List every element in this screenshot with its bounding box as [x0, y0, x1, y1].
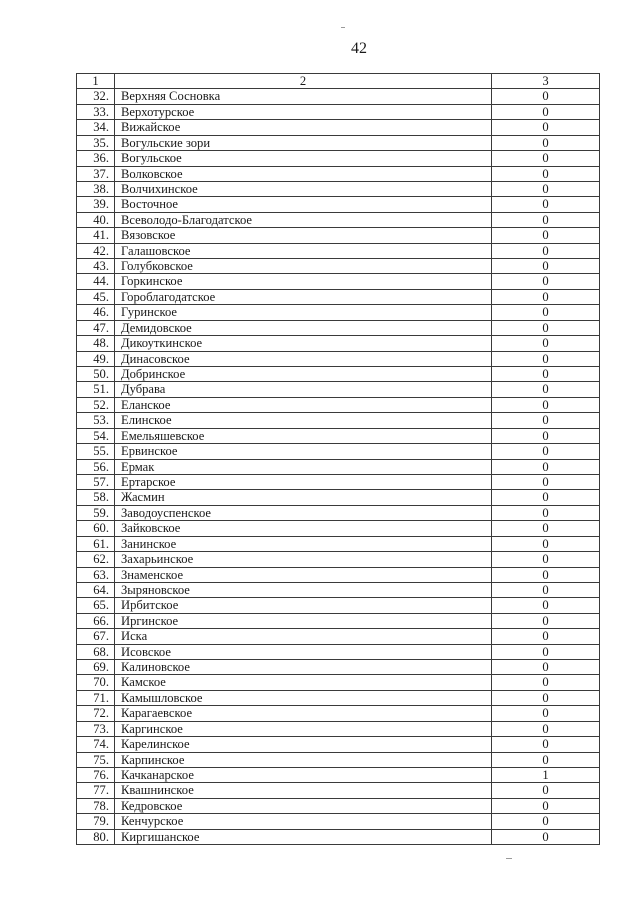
row-number: 63.: [77, 567, 115, 582]
row-number: 33.: [77, 104, 115, 119]
table-row: [77, 259, 600, 274]
row-value: 0: [492, 459, 600, 474]
scan-mark: [506, 858, 512, 859]
table-row: [77, 289, 600, 304]
table-row: [77, 474, 600, 489]
row-number: 73.: [77, 721, 115, 736]
table-row: [77, 798, 600, 813]
row-number: 56.: [77, 459, 115, 474]
table-row: [77, 351, 600, 366]
table-row: [77, 336, 600, 351]
table-row: [77, 598, 600, 613]
row-value: 0: [492, 274, 600, 289]
row-value: 0: [492, 212, 600, 227]
table-row: [77, 320, 600, 335]
table-row: [77, 382, 600, 397]
row-number: 32.: [77, 89, 115, 104]
row-number: 52.: [77, 397, 115, 412]
row-number: 41.: [77, 228, 115, 243]
row-value: 0: [492, 243, 600, 258]
table-row: [77, 243, 600, 258]
row-number: 69.: [77, 660, 115, 675]
row-name: Восточное: [115, 197, 492, 212]
row-value: 0: [492, 552, 600, 567]
table-row: [77, 582, 600, 597]
row-number: 74.: [77, 737, 115, 752]
row-value: 0: [492, 474, 600, 489]
row-value: 0: [492, 598, 600, 613]
table-row: [77, 104, 600, 119]
row-name: Камское: [115, 675, 492, 690]
row-number: 62.: [77, 552, 115, 567]
row-name: Кедровское: [115, 798, 492, 813]
row-name: Каргинское: [115, 721, 492, 736]
row-number: 70.: [77, 675, 115, 690]
row-number: 47.: [77, 320, 115, 335]
row-name: Верхняя Сосновка: [115, 89, 492, 104]
table-row: [77, 181, 600, 196]
row-name: Занинское: [115, 536, 492, 551]
row-value: 1: [492, 767, 600, 782]
row-number: 36.: [77, 151, 115, 166]
row-name: Волковское: [115, 166, 492, 181]
table-row: [77, 413, 600, 428]
table-row: [77, 166, 600, 181]
row-number: 64.: [77, 582, 115, 597]
table-row: [77, 151, 600, 166]
row-value: 0: [492, 259, 600, 274]
row-value: 0: [492, 582, 600, 597]
row-value: 0: [492, 829, 600, 844]
table-row: [77, 629, 600, 644]
table-row: [77, 120, 600, 135]
table-row: [77, 135, 600, 150]
row-name: Калиновское: [115, 660, 492, 675]
row-value: 0: [492, 490, 600, 505]
row-value: 0: [492, 336, 600, 351]
table-row: [77, 660, 600, 675]
table-row: [77, 212, 600, 227]
row-value: 0: [492, 521, 600, 536]
row-value: 0: [492, 505, 600, 520]
row-number: 66.: [77, 613, 115, 628]
row-value: 0: [492, 228, 600, 243]
row-name: Волчихинское: [115, 181, 492, 196]
table-row: [77, 521, 600, 536]
row-value: 0: [492, 151, 600, 166]
table-row: [77, 829, 600, 844]
row-value: 0: [492, 367, 600, 382]
table-row: [77, 274, 600, 289]
table-row: [77, 536, 600, 551]
row-number: 46.: [77, 305, 115, 320]
page-number: 42: [351, 40, 367, 57]
table-row: [77, 197, 600, 212]
row-number: 54.: [77, 428, 115, 443]
table-row: [77, 752, 600, 767]
table-row: [77, 89, 600, 104]
row-value: 0: [492, 382, 600, 397]
row-number: 40.: [77, 212, 115, 227]
row-value: 0: [492, 706, 600, 721]
row-value: 0: [492, 675, 600, 690]
row-number: 50.: [77, 367, 115, 382]
row-number: 80.: [77, 829, 115, 844]
row-value: 0: [492, 783, 600, 798]
row-name: Киргишанское: [115, 829, 492, 844]
table-header-row: [77, 74, 600, 89]
row-number: 71.: [77, 690, 115, 705]
header-cell-1: 1: [77, 74, 115, 89]
row-name: Знаменское: [115, 567, 492, 582]
row-name: Вогульские зори: [115, 135, 492, 150]
row-number: 72.: [77, 706, 115, 721]
table-row: [77, 737, 600, 752]
row-name: Заводоуспенское: [115, 505, 492, 520]
row-value: 0: [492, 413, 600, 428]
header-cell-2: 2: [115, 74, 492, 89]
row-value: 0: [492, 629, 600, 644]
table-row: [77, 767, 600, 782]
row-number: 53.: [77, 413, 115, 428]
row-number: 37.: [77, 166, 115, 181]
row-name: Карпинское: [115, 752, 492, 767]
table-row: [77, 675, 600, 690]
table-body: [77, 74, 600, 845]
row-name: Динасовское: [115, 351, 492, 366]
row-name: Верхотурское: [115, 104, 492, 119]
row-value: 0: [492, 351, 600, 366]
row-value: 0: [492, 135, 600, 150]
row-name: Вижайское: [115, 120, 492, 135]
row-value: 0: [492, 305, 600, 320]
row-number: 38.: [77, 181, 115, 196]
row-name: Исовское: [115, 644, 492, 659]
row-name: Горкинское: [115, 274, 492, 289]
row-value: 0: [492, 660, 600, 675]
row-number: 61.: [77, 536, 115, 551]
row-name: Карагаевское: [115, 706, 492, 721]
row-name: Всеволодо-Благодатское: [115, 212, 492, 227]
row-number: 60.: [77, 521, 115, 536]
row-name: Дикоуткинское: [115, 336, 492, 351]
row-number: 42.: [77, 243, 115, 258]
row-number: 58.: [77, 490, 115, 505]
row-number: 55.: [77, 444, 115, 459]
row-number: 49.: [77, 351, 115, 366]
row-name: Голубковское: [115, 259, 492, 274]
table-row: [77, 783, 600, 798]
row-name: Жасмин: [115, 490, 492, 505]
row-name: Иргинское: [115, 613, 492, 628]
row-name: Качканарское: [115, 767, 492, 782]
row-value: 0: [492, 89, 600, 104]
table-row: [77, 706, 600, 721]
row-name: Ертарское: [115, 474, 492, 489]
row-value: 0: [492, 567, 600, 582]
row-name: Добринское: [115, 367, 492, 382]
row-name: Кенчурское: [115, 814, 492, 829]
table-row: [77, 490, 600, 505]
table-row: [77, 444, 600, 459]
row-number: 78.: [77, 798, 115, 813]
row-value: 0: [492, 104, 600, 119]
row-value: 0: [492, 814, 600, 829]
table-row: [77, 459, 600, 474]
row-name: Гуринское: [115, 305, 492, 320]
row-name: Гороблагодатское: [115, 289, 492, 304]
row-name: Елинское: [115, 413, 492, 428]
table-row: [77, 552, 600, 567]
table-row: [77, 721, 600, 736]
row-name: Вязовское: [115, 228, 492, 243]
row-name: Квашнинское: [115, 783, 492, 798]
row-number: 77.: [77, 783, 115, 798]
table-row: [77, 367, 600, 382]
row-number: 44.: [77, 274, 115, 289]
row-value: 0: [492, 181, 600, 196]
row-number: 67.: [77, 629, 115, 644]
row-value: 0: [492, 721, 600, 736]
table-row: [77, 397, 600, 412]
table-row: [77, 814, 600, 829]
table-row: [77, 228, 600, 243]
header-cell-3: 3: [492, 74, 600, 89]
row-number: 34.: [77, 120, 115, 135]
row-name: Зыряновское: [115, 582, 492, 597]
row-value: 0: [492, 690, 600, 705]
row-number: 59.: [77, 505, 115, 520]
table-row: [77, 567, 600, 582]
row-number: 45.: [77, 289, 115, 304]
data-table: [76, 73, 600, 845]
table-row: [77, 305, 600, 320]
row-value: 0: [492, 197, 600, 212]
row-number: 51.: [77, 382, 115, 397]
row-name: Галашовское: [115, 243, 492, 258]
scan-mark: [341, 27, 345, 28]
row-name: Дубрава: [115, 382, 492, 397]
row-value: 0: [492, 644, 600, 659]
row-value: 0: [492, 536, 600, 551]
row-number: 48.: [77, 336, 115, 351]
row-value: 0: [492, 166, 600, 181]
row-number: 75.: [77, 752, 115, 767]
row-number: 76.: [77, 767, 115, 782]
row-value: 0: [492, 613, 600, 628]
row-value: 0: [492, 444, 600, 459]
row-name: Зайковское: [115, 521, 492, 536]
table-row: [77, 428, 600, 443]
row-number: 39.: [77, 197, 115, 212]
row-value: 0: [492, 737, 600, 752]
row-number: 68.: [77, 644, 115, 659]
table-row: [77, 644, 600, 659]
row-number: 79.: [77, 814, 115, 829]
row-name: Захарьинское: [115, 552, 492, 567]
row-name: Еланское: [115, 397, 492, 412]
row-name: Вогульское: [115, 151, 492, 166]
row-value: 0: [492, 752, 600, 767]
table-row: [77, 505, 600, 520]
row-value: 0: [492, 320, 600, 335]
table-row: [77, 690, 600, 705]
table-row: [77, 613, 600, 628]
row-name: Карелинское: [115, 737, 492, 752]
row-value: 0: [492, 397, 600, 412]
row-name: Емельяшевское: [115, 428, 492, 443]
row-number: 57.: [77, 474, 115, 489]
row-name: Камышловское: [115, 690, 492, 705]
row-name: Ервинское: [115, 444, 492, 459]
row-value: 0: [492, 798, 600, 813]
row-value: 0: [492, 428, 600, 443]
row-name: Иска: [115, 629, 492, 644]
row-name: Ирбитское: [115, 598, 492, 613]
row-name: Ермак: [115, 459, 492, 474]
row-name: Демидовское: [115, 320, 492, 335]
row-number: 65.: [77, 598, 115, 613]
row-value: 0: [492, 289, 600, 304]
row-number: 43.: [77, 259, 115, 274]
row-value: 0: [492, 120, 600, 135]
row-number: 35.: [77, 135, 115, 150]
